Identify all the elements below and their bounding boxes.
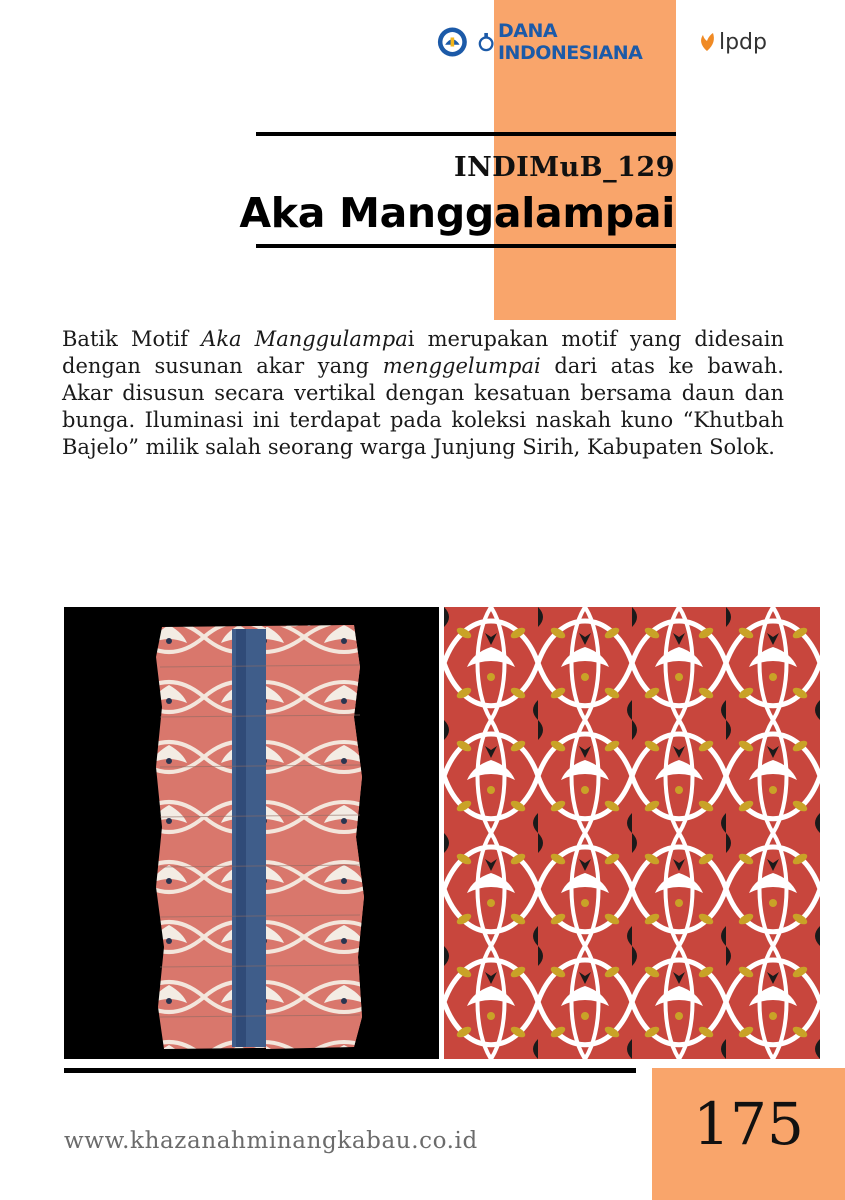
tut-wuri-handayani-logo bbox=[437, 25, 468, 59]
page-number: 175 bbox=[693, 1090, 804, 1158]
title-bottom-rule bbox=[256, 244, 676, 248]
manuscript-illumination-photo bbox=[64, 607, 439, 1059]
description-italic-2: menggelumpai bbox=[382, 354, 541, 378]
description-text-3: dari atas ke bawah. Akar disusun secara vertikal dengan kesatuan bersama daun dan bunga. Iluminasi ini terdapat pada koleksi naskah kuno “Khutbah Bajelo” milik salah seorang warga Junjung Sirih, Kabupaten Solok. bbox=[62, 354, 784, 459]
description-text-1: Batik Motif bbox=[62, 327, 202, 351]
sponsor-logos bbox=[437, 22, 767, 62]
lpdp-logo-text: lpdp bbox=[718, 29, 767, 55]
description-paragraph bbox=[62, 326, 784, 461]
footer-rule bbox=[64, 1068, 636, 1073]
lpdp-logo bbox=[697, 30, 767, 55]
dana-indonesiana-logo bbox=[478, 20, 687, 64]
website-link[interactable]: www.khazanahminangkabau.co.id bbox=[64, 1128, 478, 1154]
page-title: Aka Manggalampai bbox=[239, 189, 675, 237]
description-text-2: i merupakan motif yang didesain dengan susunan akar yang bbox=[62, 327, 785, 378]
lpdp-flame-icon bbox=[697, 31, 717, 53]
dana-logo-icon bbox=[478, 31, 494, 53]
description-italic-1: Aka Manggulampa bbox=[201, 327, 408, 351]
motif-code: INDIMuB_129 bbox=[453, 152, 675, 183]
manuscript-photo-graphic bbox=[64, 607, 439, 1059]
batik-pattern-graphic bbox=[444, 607, 820, 1059]
batik-pattern-illustration bbox=[444, 607, 820, 1059]
dana-logo-text: DANA INDONESIANA bbox=[497, 20, 643, 64]
title-top-rule bbox=[256, 132, 676, 136]
